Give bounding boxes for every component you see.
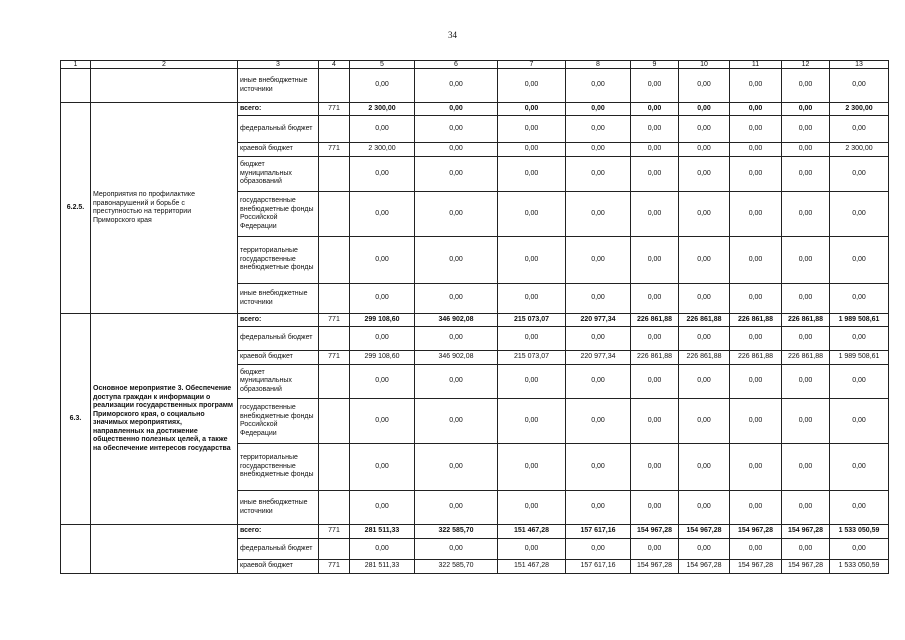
table-row	[61, 525, 889, 539]
header-row	[61, 61, 889, 69]
amount-cell: 0,00	[730, 237, 782, 284]
amount-cell: 0,00	[730, 192, 782, 237]
funding-source: государственные внебюджетные фонды Российской Федерации	[238, 399, 319, 444]
amount-cell: 0,00	[415, 399, 498, 444]
header-cell: 13	[830, 61, 889, 69]
item-name	[91, 69, 238, 103]
amount-cell: 0,00	[782, 327, 830, 351]
amount-cell: 0,00	[498, 116, 566, 143]
amount-cell: 0,00	[498, 69, 566, 103]
amount-cell: 0,00	[350, 327, 415, 351]
amount-cell: 0,00	[415, 284, 498, 314]
funding-source: федеральный бюджет	[238, 327, 319, 351]
grbs-code	[319, 539, 350, 560]
amount-cell: 215 073,07	[498, 351, 566, 365]
amount-cell: 346 902,08	[415, 314, 498, 327]
amount-cell: 0,00	[830, 399, 889, 444]
amount-cell: 0,00	[830, 327, 889, 351]
amount-cell: 0,00	[498, 399, 566, 444]
amount-cell: 346 902,08	[415, 351, 498, 365]
amount-cell: 0,00	[631, 327, 679, 351]
amount-cell: 0,00	[782, 284, 830, 314]
amount-cell: 226 861,88	[679, 351, 730, 365]
amount-cell: 299 108,60	[350, 351, 415, 365]
amount-cell: 0,00	[415, 157, 498, 192]
amount-cell: 0,00	[679, 237, 730, 284]
amount-cell: 226 861,88	[782, 351, 830, 365]
grbs-code: 771	[319, 525, 350, 539]
amount-cell: 154 967,28	[679, 560, 730, 574]
funding-source: всего:	[238, 103, 319, 116]
amount-cell: 0,00	[782, 444, 830, 491]
amount-cell: 0,00	[830, 491, 889, 525]
amount-cell: 0,00	[679, 103, 730, 116]
amount-cell: 0,00	[830, 157, 889, 192]
grbs-code	[319, 444, 350, 491]
funding-source: бюджет муниципальных образований	[238, 157, 319, 192]
header-cell: 12	[782, 61, 830, 69]
amount-cell: 1 989 508,61	[830, 314, 889, 327]
grbs-code	[319, 116, 350, 143]
header-cell: 2	[91, 61, 238, 69]
amount-cell: 0,00	[350, 116, 415, 143]
amount-cell: 2 300,00	[350, 143, 415, 157]
amount-cell: 1 989 508,61	[830, 351, 889, 365]
amount-cell: 322 585,70	[415, 525, 498, 539]
grbs-code: 771	[319, 314, 350, 327]
header-cell: 3	[238, 61, 319, 69]
amount-cell: 0,00	[730, 69, 782, 103]
amount-cell: 1 533 050,59	[830, 525, 889, 539]
amount-cell: 0,00	[679, 143, 730, 157]
amount-cell: 0,00	[566, 327, 631, 351]
item-name	[91, 525, 238, 574]
amount-cell: 0,00	[631, 192, 679, 237]
amount-cell: 0,00	[631, 365, 679, 399]
amount-cell: 0,00	[679, 69, 730, 103]
amount-cell: 226 861,88	[730, 314, 782, 327]
amount-cell: 0,00	[730, 444, 782, 491]
amount-cell: 0,00	[782, 491, 830, 525]
funding-source: федеральный бюджет	[238, 116, 319, 143]
amount-cell: 226 861,88	[782, 314, 830, 327]
amount-cell: 0,00	[415, 143, 498, 157]
amount-cell: 0,00	[679, 116, 730, 143]
amount-cell: 157 617,16	[566, 560, 631, 574]
amount-cell: 0,00	[350, 192, 415, 237]
funding-source: бюджет муниципальных образований	[238, 365, 319, 399]
amount-cell: 0,00	[350, 157, 415, 192]
amount-cell: 0,00	[782, 365, 830, 399]
amount-cell: 151 467,28	[498, 560, 566, 574]
amount-cell: 157 617,16	[566, 525, 631, 539]
amount-cell: 0,00	[566, 143, 631, 157]
amount-cell: 0,00	[782, 237, 830, 284]
amount-cell: 0,00	[679, 157, 730, 192]
amount-cell: 0,00	[631, 116, 679, 143]
amount-cell: 0,00	[498, 237, 566, 284]
amount-cell: 0,00	[679, 444, 730, 491]
amount-cell: 0,00	[782, 399, 830, 444]
amount-cell: 0,00	[631, 143, 679, 157]
amount-cell: 0,00	[566, 103, 631, 116]
amount-cell: 0,00	[498, 157, 566, 192]
amount-cell: 215 073,07	[498, 314, 566, 327]
amount-cell: 0,00	[415, 365, 498, 399]
amount-cell: 0,00	[730, 143, 782, 157]
item-name: Мероприятия по профилактике правонарушений и борьбе с преступностью на территории Приморского края	[91, 103, 238, 314]
amount-cell: 0,00	[782, 192, 830, 237]
amount-cell: 0,00	[782, 539, 830, 560]
amount-cell: 0,00	[498, 103, 566, 116]
amount-cell: 0,00	[415, 69, 498, 103]
header-cell: 11	[730, 61, 782, 69]
amount-cell: 0,00	[350, 237, 415, 284]
amount-cell: 154 967,28	[730, 525, 782, 539]
amount-cell: 0,00	[782, 116, 830, 143]
grbs-code: 771	[319, 103, 350, 116]
amount-cell: 0,00	[415, 116, 498, 143]
funding-source: краевой бюджет	[238, 560, 319, 574]
amount-cell: 0,00	[350, 539, 415, 560]
item-name: Основное мероприятие 3. Обеспечение доступа граждан к информации о реализации государственных программ Приморского края, о социально значимых мероприятиях, направленных на достижение общественно полезных целей, а также на обеспечение интересов государства	[91, 314, 238, 525]
amount-cell: 0,00	[566, 69, 631, 103]
amount-cell: 220 977,34	[566, 314, 631, 327]
amount-cell: 0,00	[679, 539, 730, 560]
amount-cell: 0,00	[631, 103, 679, 116]
grbs-code	[319, 365, 350, 399]
amount-cell: 0,00	[498, 491, 566, 525]
amount-cell: 0,00	[830, 444, 889, 491]
funding-source: иные внебюджетные источники	[238, 491, 319, 525]
amount-cell: 0,00	[566, 365, 631, 399]
header-cell: 1	[61, 61, 91, 69]
amount-cell: 0,00	[782, 143, 830, 157]
amount-cell: 0,00	[830, 284, 889, 314]
amount-cell: 154 967,28	[679, 525, 730, 539]
amount-cell: 0,00	[350, 491, 415, 525]
amount-cell: 0,00	[631, 491, 679, 525]
amount-cell: 154 967,28	[631, 525, 679, 539]
amount-cell: 2 300,00	[830, 103, 889, 116]
amount-cell: 0,00	[679, 365, 730, 399]
item-code: 6.3.	[61, 314, 91, 525]
amount-cell: 0,00	[679, 491, 730, 525]
table-row	[61, 103, 889, 116]
amount-cell: 154 967,28	[782, 560, 830, 574]
amount-cell: 0,00	[631, 284, 679, 314]
grbs-code	[319, 399, 350, 444]
amount-cell: 0,00	[730, 157, 782, 192]
amount-cell: 0,00	[566, 157, 631, 192]
amount-cell: 154 967,28	[631, 560, 679, 574]
amount-cell: 0,00	[415, 491, 498, 525]
amount-cell: 2 300,00	[350, 103, 415, 116]
amount-cell: 0,00	[730, 539, 782, 560]
amount-cell: 0,00	[498, 539, 566, 560]
amount-cell: 0,00	[498, 192, 566, 237]
amount-cell: 0,00	[730, 491, 782, 525]
amount-cell: 0,00	[415, 444, 498, 491]
table-body	[61, 61, 889, 574]
funding-source: краевой бюджет	[238, 143, 319, 157]
amount-cell: 0,00	[730, 399, 782, 444]
amount-cell: 0,00	[782, 157, 830, 192]
amount-cell: 281 511,33	[350, 560, 415, 574]
amount-cell: 0,00	[830, 116, 889, 143]
amount-cell: 0,00	[566, 116, 631, 143]
item-code	[61, 525, 91, 574]
header-cell: 4	[319, 61, 350, 69]
amount-cell: 299 108,60	[350, 314, 415, 327]
amount-cell: 0,00	[566, 192, 631, 237]
amount-cell: 0,00	[679, 327, 730, 351]
page-number: 34	[448, 30, 457, 40]
amount-cell: 226 861,88	[730, 351, 782, 365]
funding-source: государственные внебюджетные фонды Российской Федерации	[238, 192, 319, 237]
amount-cell: 1 533 050,59	[830, 560, 889, 574]
funding-source: территориальные государственные внебюджетные фонды	[238, 237, 319, 284]
amount-cell: 0,00	[415, 237, 498, 284]
header-cell: 6	[415, 61, 498, 69]
amount-cell: 0,00	[498, 143, 566, 157]
amount-cell: 0,00	[498, 327, 566, 351]
amount-cell: 0,00	[679, 192, 730, 237]
amount-cell: 0,00	[730, 116, 782, 143]
funding-source: краевой бюджет	[238, 351, 319, 365]
amount-cell: 0,00	[566, 399, 631, 444]
grbs-code: 771	[319, 560, 350, 574]
amount-cell: 0,00	[830, 365, 889, 399]
header-cell: 10	[679, 61, 730, 69]
amount-cell: 226 861,88	[631, 351, 679, 365]
amount-cell: 0,00	[830, 69, 889, 103]
amount-cell: 0,00	[350, 284, 415, 314]
grbs-code	[319, 69, 350, 103]
amount-cell: 0,00	[350, 365, 415, 399]
item-code	[61, 69, 91, 103]
amount-cell: 0,00	[679, 284, 730, 314]
funding-source: федеральный бюджет	[238, 539, 319, 560]
item-code: 6.2.5.	[61, 103, 91, 314]
amount-cell: 226 861,88	[631, 314, 679, 327]
amount-cell: 0,00	[498, 365, 566, 399]
amount-cell: 0,00	[730, 103, 782, 116]
grbs-code	[319, 491, 350, 525]
amount-cell: 0,00	[631, 539, 679, 560]
amount-cell: 226 861,88	[679, 314, 730, 327]
grbs-code	[319, 157, 350, 192]
amount-cell: 0,00	[730, 327, 782, 351]
grbs-code	[319, 327, 350, 351]
amount-cell: 0,00	[566, 237, 631, 284]
grbs-code	[319, 284, 350, 314]
grbs-code	[319, 192, 350, 237]
table-row	[61, 314, 889, 327]
amount-cell: 0,00	[498, 444, 566, 491]
grbs-code: 771	[319, 351, 350, 365]
funding-source: всего:	[238, 525, 319, 539]
header-cell: 9	[631, 61, 679, 69]
amount-cell: 0,00	[350, 444, 415, 491]
amount-cell: 0,00	[415, 327, 498, 351]
header-cell: 5	[350, 61, 415, 69]
amount-cell: 0,00	[415, 103, 498, 116]
amount-cell: 154 967,28	[782, 525, 830, 539]
amount-cell: 281 511,33	[350, 525, 415, 539]
amount-cell: 0,00	[830, 237, 889, 284]
amount-cell: 0,00	[350, 69, 415, 103]
amount-cell: 0,00	[631, 69, 679, 103]
amount-cell: 0,00	[830, 192, 889, 237]
amount-cell: 220 977,34	[566, 351, 631, 365]
amount-cell: 322 585,70	[415, 560, 498, 574]
amount-cell: 0,00	[415, 192, 498, 237]
budget-table	[60, 60, 889, 574]
amount-cell: 0,00	[631, 444, 679, 491]
amount-cell: 0,00	[415, 539, 498, 560]
amount-cell: 0,00	[631, 157, 679, 192]
table-row	[61, 69, 889, 103]
header-cell: 7	[498, 61, 566, 69]
funding-source: всего:	[238, 314, 319, 327]
amount-cell: 0,00	[566, 491, 631, 525]
amount-cell: 0,00	[498, 284, 566, 314]
amount-cell: 154 967,28	[730, 560, 782, 574]
amount-cell: 2 300,00	[830, 143, 889, 157]
amount-cell: 0,00	[631, 399, 679, 444]
amount-cell: 0,00	[830, 539, 889, 560]
funding-source: территориальные государственные внебюджетные фонды	[238, 444, 319, 491]
amount-cell: 0,00	[730, 284, 782, 314]
amount-cell: 0,00	[566, 539, 631, 560]
funding-source: иные внебюджетные источники	[238, 284, 319, 314]
grbs-code: 771	[319, 143, 350, 157]
amount-cell: 151 467,28	[498, 525, 566, 539]
funding-source: иные внебюджетные источники	[238, 69, 319, 103]
amount-cell: 0,00	[782, 69, 830, 103]
amount-cell: 0,00	[730, 365, 782, 399]
amount-cell: 0,00	[679, 399, 730, 444]
amount-cell: 0,00	[631, 237, 679, 284]
amount-cell: 0,00	[350, 399, 415, 444]
amount-cell: 0,00	[566, 444, 631, 491]
header-cell: 8	[566, 61, 631, 69]
grbs-code	[319, 237, 350, 284]
amount-cell: 0,00	[566, 284, 631, 314]
amount-cell: 0,00	[782, 103, 830, 116]
